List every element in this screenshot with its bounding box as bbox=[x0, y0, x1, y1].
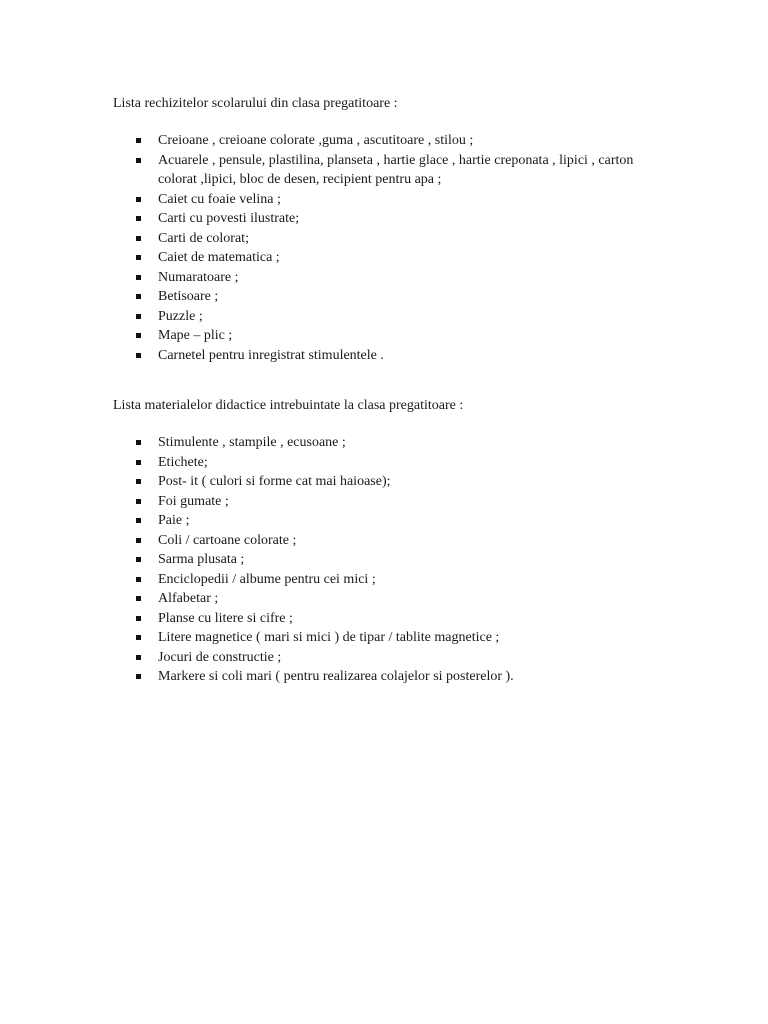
section-1-heading: Lista rechizitelor scolarului din clasa pregatitoare : bbox=[113, 96, 398, 111]
list-item-text: Litere magnetice ( mari si mici ) de tipar / tablite magnetice ; bbox=[158, 630, 500, 645]
list-item bbox=[113, 326, 673, 346]
list-item-text: Paie ; bbox=[158, 513, 190, 528]
section-2-list bbox=[113, 433, 673, 687]
square-bullet-icon bbox=[136, 440, 141, 445]
square-bullet-icon bbox=[136, 596, 141, 601]
list-item bbox=[113, 229, 673, 249]
list-item bbox=[113, 492, 673, 512]
list-item bbox=[113, 511, 673, 531]
list-item bbox=[113, 268, 673, 288]
square-bullet-icon bbox=[136, 460, 141, 465]
square-bullet-icon bbox=[136, 197, 141, 202]
list-item bbox=[113, 131, 673, 151]
square-bullet-icon bbox=[136, 518, 141, 523]
square-bullet-icon bbox=[136, 275, 141, 280]
list-item bbox=[113, 346, 673, 366]
list-item bbox=[113, 570, 673, 590]
list-item-text: Coli / cartoane colorate ; bbox=[158, 532, 297, 548]
square-bullet-icon bbox=[136, 138, 141, 143]
list-item-text: Post- it ( culori si forme cat mai haioase); bbox=[158, 474, 391, 489]
list-item bbox=[113, 628, 673, 648]
square-bullet-icon bbox=[136, 674, 141, 679]
list-item-text: Caiet de matematica ; bbox=[158, 250, 280, 265]
list-item-text: Numaratoare ; bbox=[158, 269, 239, 285]
list-item-text: Markere si coli mari ( pentru realizarea colajelor si posterelor ). bbox=[158, 669, 514, 684]
list-item bbox=[113, 550, 673, 570]
square-bullet-icon bbox=[136, 158, 141, 163]
list-item-text: Puzzle ; bbox=[158, 308, 203, 324]
square-bullet-icon bbox=[136, 577, 141, 582]
square-bullet-icon bbox=[136, 333, 141, 338]
list-item bbox=[113, 190, 673, 210]
square-bullet-icon bbox=[136, 479, 141, 484]
section-1-list bbox=[113, 131, 673, 365]
list-item-text: Betisoare ; bbox=[158, 289, 219, 304]
list-item-text: Sarma plusata ; bbox=[158, 552, 245, 567]
list-item-text: Alfabetar ; bbox=[158, 591, 219, 606]
section-2-heading: Lista materialelor didactice intrebuintate la clasa pregatitoare : bbox=[113, 398, 464, 413]
list-item-text: Foi gumate ; bbox=[158, 493, 229, 509]
list-item bbox=[113, 667, 673, 687]
list-item-text: Carnetel pentru inregistrat stimulentele . bbox=[158, 347, 384, 363]
list-item-text: Caiet cu foaie velina ; bbox=[158, 191, 281, 207]
list-item bbox=[113, 472, 673, 492]
square-bullet-icon bbox=[136, 314, 141, 319]
square-bullet-icon bbox=[136, 616, 141, 621]
list-item bbox=[113, 151, 673, 190]
list-item-text: Enciclopedii / albume pentru cei mici ; bbox=[158, 571, 376, 587]
list-item bbox=[113, 531, 673, 551]
square-bullet-icon bbox=[136, 538, 141, 543]
square-bullet-icon bbox=[136, 635, 141, 640]
list-item bbox=[113, 287, 673, 307]
list-item bbox=[113, 248, 673, 268]
square-bullet-icon bbox=[136, 353, 141, 358]
square-bullet-icon bbox=[136, 236, 141, 241]
square-bullet-icon bbox=[136, 216, 141, 221]
list-item-text: Carti de colorat; bbox=[158, 230, 249, 246]
list-item bbox=[113, 453, 673, 473]
square-bullet-icon bbox=[136, 655, 141, 660]
list-item-text: Creioane , creioane colorate ,guma , ascutitoare , stilou ; bbox=[158, 133, 474, 148]
list-item-text: Planse cu litere si cifre ; bbox=[158, 610, 293, 626]
list-item bbox=[113, 307, 673, 327]
list-item-text: Jocuri de constructie ; bbox=[158, 649, 282, 665]
square-bullet-icon bbox=[136, 557, 141, 562]
list-item-text: Mape – plic ; bbox=[158, 328, 233, 343]
square-bullet-icon bbox=[136, 499, 141, 504]
list-item bbox=[113, 209, 673, 229]
square-bullet-icon bbox=[136, 294, 141, 299]
square-bullet-icon bbox=[136, 255, 141, 260]
list-item-text: Stimulente , stampile , ecusoane ; bbox=[158, 435, 346, 450]
list-item-text: Etichete; bbox=[158, 454, 208, 470]
list-item bbox=[113, 589, 673, 609]
list-item-text: Acuarele , pensule, plastilina, planseta , hartie glace , hartie creponata , lipici , carton colorat ,lipici, bloc de desen, recipient pentru apa ; bbox=[158, 152, 634, 187]
list-item bbox=[113, 609, 673, 629]
list-item-text: Carti cu povesti ilustrate; bbox=[158, 211, 300, 226]
list-item bbox=[113, 648, 673, 668]
list-item bbox=[113, 433, 673, 453]
